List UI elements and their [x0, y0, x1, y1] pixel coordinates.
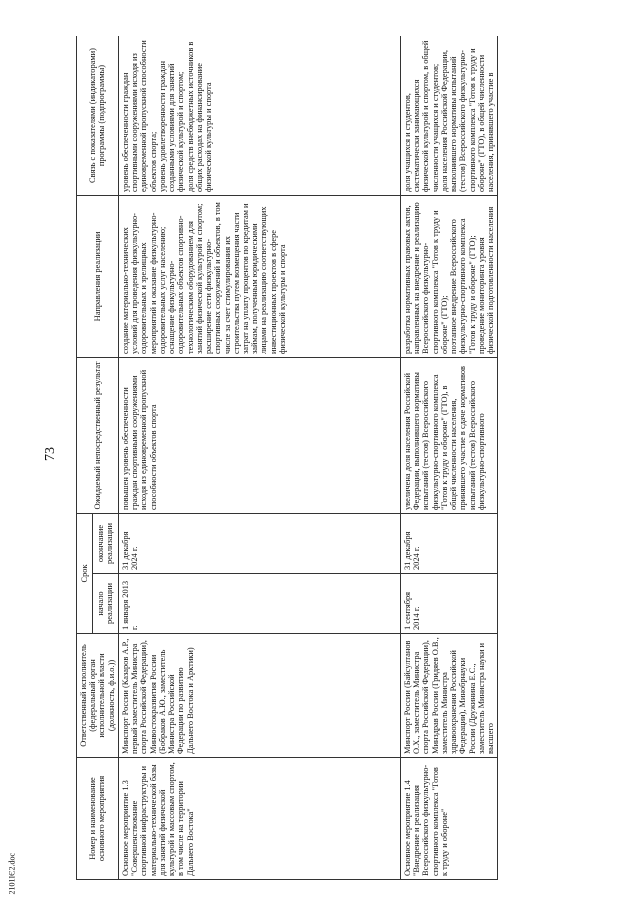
- header-expected-result: Ожидаемый непосредственный результат: [77, 358, 119, 514]
- cell-activity-name: Основное мероприятие 1.3 "Совершенствование спортивной инфраструктуры и материально-технической базы для занятий физической культурой и массовым спортом, в том числе на территории Дальнего Востока": [118, 758, 400, 880]
- cell-end-date: 31 декабря 2024 г.: [118, 514, 400, 574]
- cell-end-date: 31 декабря 2024 г.: [400, 514, 497, 574]
- cell-directions: разработка нормативных правовых актов, направленных на внедрение и реализацию Всероссийского физкультурно-спортивного комплекса "Готов к труду и обороне" (ГТО); поэтапное внедрение Всероссийского физкультурно-спортивного комплекса "Готов к труду и обороне" (ГТО); проведение мониторинга уровня физической подготовленности населения: [400, 196, 497, 358]
- activities-table: [76, 36, 498, 880]
- cell-start-date: 1 января 2013 г.: [118, 574, 400, 634]
- footer-filename: 2101IЄ2.doc: [7, 853, 17, 895]
- cell-directions: создание материально-технических условий для проведения физкультурно-оздоровительных и зрелищных мероприятий и оказание физкультурно-оздоровительных услуг населению; оснащение физкультурно-оздоровительных объектов спортивно-технологическим оборудованием для занятий физической культурой и спортом; расширение сети физкультурно-спортивных сооружений и объектов, в том числе за счет стимулирования их строительства путем возмещения части затрат на уплату процентов по кредитам и займам, полученным юридическими лицами на реализацию соответствующих инвестиционных проектов в сфере физической культуры и спорта: [118, 196, 400, 358]
- page-number: 73: [43, 447, 58, 461]
- header-term: Срок: [77, 514, 93, 634]
- table-row: [400, 36, 497, 880]
- cell-responsible: Минспорт России (Байсултанов О.Х., заместитель Министра спорта Российской Федерации), Минздрав России (Гридяев О.В., заместитель Министра здравоохранения Российской Федерации), Минобрнауки России (Дружинина Е.С., заместитель Министра науки и высшего: [400, 634, 497, 758]
- header-term-end: окончание реализации: [92, 514, 118, 574]
- rotated-table-container: [76, 36, 622, 880]
- header-indicators: Связь с показателями (индикаторами) программы (подпрограммы): [77, 36, 119, 196]
- header-term-start: начало реализации: [92, 574, 118, 634]
- cell-start-date: 1 сентября 2014 г.: [400, 574, 497, 634]
- header-row: [77, 36, 93, 880]
- cell-responsible: Минспорт России (Казаров А.Р., первый заместитель Министра спорта Российской Федерации), Минвостокразвития России (Бобраков А.Ю., заместитель Министра Российской Федерации по развитию Дальнего Востока и Арктики): [118, 634, 400, 758]
- cell-indicators: доля учащихся и студентов, систематически занимающихся физической культурой и спортом, в общей численности учащихся и студентов; доля населения Российской Федерации, выполнившего нормативы испытаний (тестов) Всероссийского физкультурно-спортивного комплекса "Готов к труду и обороне" (ГТО), в общей численности населения, принявшего участие в: [400, 36, 497, 196]
- document-page: [76, 36, 622, 880]
- table-row: [118, 36, 400, 880]
- cell-activity-name: Основное мероприятие 1.4 "Внедрение и реализация Всероссийского физкультурно-спортивного комплекса "Готов к труду и обороне": [400, 758, 497, 880]
- header-directions: Направления реализации: [77, 196, 119, 358]
- cell-expected-result: увеличена доля населения Российской Федерации, выполнившего нормативы испытаний (тестов) Всероссийского физкультурно-спортивного комплекса "Готов к труду и обороне" (ГТО), в общей численности населения, принявшего участие в сдаче нормативов испытаний (тестов) Всероссийского физкультурно-спортивного: [400, 358, 497, 514]
- cell-indicators: уровень обеспеченности граждан спортивными сооружениями исходя из единовременной пропускной способности объектов спорта; уровень удовлетворенности граждан созданными условиями для занятий физической культурой и спортом; доля средств внебюджетных источников в общих расходах на финансирование физической культуры и спорта: [118, 36, 400, 196]
- cell-expected-result: повышен уровень обеспеченности граждан спортивными сооружениями исходя из единовременной пропускной способности объектов спорта: [118, 358, 400, 514]
- header-number-name: Номер и наименование основного мероприятия: [77, 758, 119, 880]
- header-responsible: Ответственный исполнитель (федеральный орган исполнительной власти (должность, ф.и.о.)): [77, 634, 119, 758]
